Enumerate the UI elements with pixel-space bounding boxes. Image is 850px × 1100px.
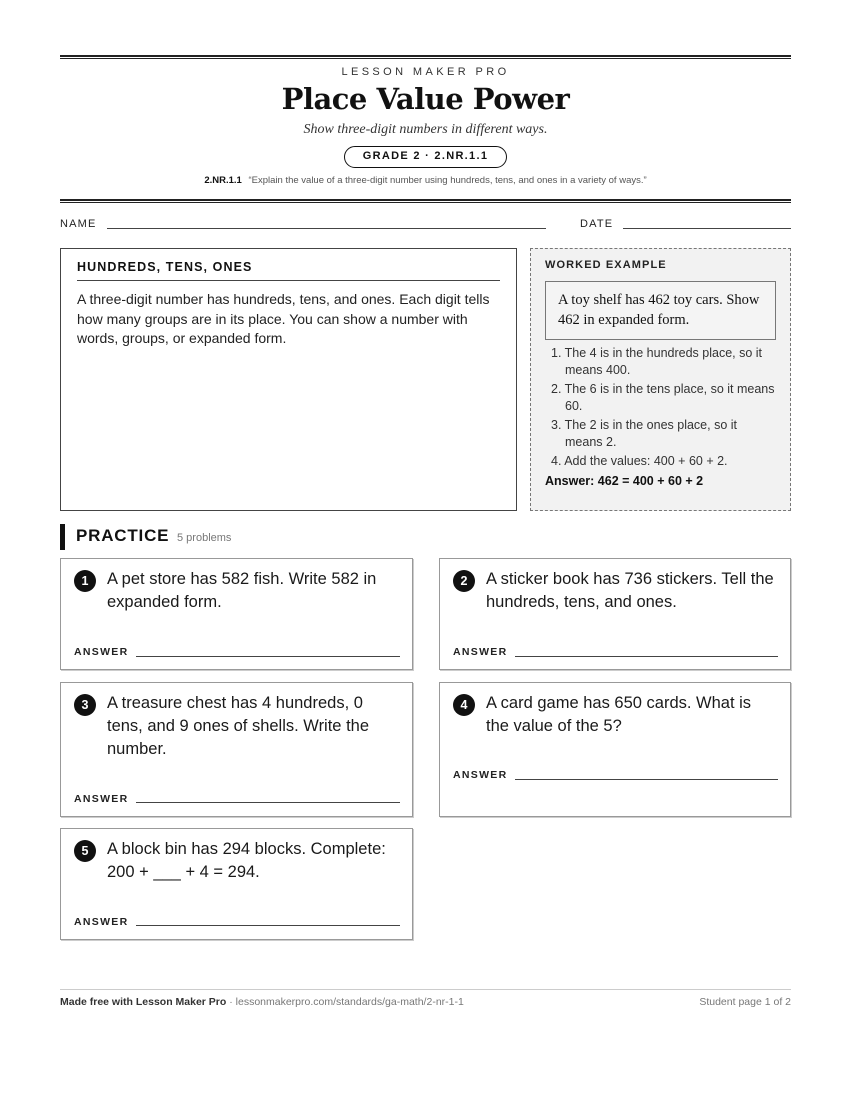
- problem-text: A block bin has 294 blocks. Complete: 200 + ___ + 4 = 294.: [107, 840, 386, 881]
- problem-card-4: [439, 682, 791, 817]
- problem-card-3: [60, 682, 413, 817]
- concept-title: HUNDREDS, TENS, ONES: [77, 260, 500, 281]
- practice-accent-bar: [60, 524, 65, 550]
- header-bottom-rule: [60, 199, 791, 203]
- footer-url[interactable]: · lessonmakerpro.com/standards/ga-math/2-nr-1-1: [226, 996, 464, 1008]
- answer-label: ANSWER: [453, 769, 508, 781]
- standard-code: 2.NR.1.1: [204, 175, 242, 186]
- footer-page-number: Student page 1 of 2: [699, 996, 791, 1008]
- problem-text: A pet store has 582 fish. Write 582 in expanded form.: [107, 570, 377, 611]
- problem-card-1: [60, 558, 413, 670]
- answer-label: ANSWER: [74, 646, 129, 658]
- name-label: NAME: [60, 218, 97, 230]
- answer-field[interactable]: [136, 656, 400, 657]
- problem-number-badge: 4: [453, 694, 475, 716]
- worksheet-page: [60, 0, 791, 1100]
- answer-field[interactable]: [515, 779, 778, 780]
- concept-body: A three-digit number has hundreds, tens, and ones. Each digit tells how many groups are in its place. You can show a number with words, groups, or expanded form.: [77, 291, 490, 346]
- footer-credit: [60, 996, 464, 1008]
- worked-example-step: 1. The 4 is in the hundreds place, so it means 400.: [551, 346, 763, 377]
- grade-badge: GRADE 2 · 2.NR.1.1: [344, 146, 507, 168]
- worked-example-box: [530, 248, 791, 511]
- date-label: DATE: [580, 218, 614, 230]
- worked-example-answer: Answer: 462 = 400 + 60 + 2: [545, 474, 704, 488]
- answer-field[interactable]: [136, 925, 400, 926]
- brand-name: LESSON MAKER PRO: [341, 66, 510, 78]
- page-subtitle: Show three-digit numbers in different ways.: [303, 122, 548, 137]
- problem-text: A sticker book has 736 stickers. Tell the hundreds, tens, and ones.: [486, 570, 774, 611]
- worked-example-step: 2. The 6 is in the tens place, so it means 60.: [551, 382, 775, 413]
- worked-example-step: 4. Add the values: 400 + 60 + 2.: [551, 454, 728, 468]
- page-title: Place Value Power: [281, 82, 570, 116]
- worked-example-steps: [545, 345, 776, 470]
- date-field[interactable]: [623, 228, 791, 229]
- worked-example-step: 3. The 2 is in the ones place, so it means 2.: [551, 418, 737, 449]
- answer-label: ANSWER: [74, 916, 129, 928]
- footer-made-with: Made free with Lesson Maker Pro: [60, 996, 227, 1008]
- standard-text: “Explain the value of a three-digit number using hundreds, tens, and ones in a variety of ways.”: [248, 175, 647, 186]
- problem-number-badge: 1: [74, 570, 96, 592]
- problem-card-2: [439, 558, 791, 670]
- problem-text: A treasure chest has 4 hundreds, 0 tens, and 9 ones of shells. Write the number.: [107, 694, 370, 758]
- footer-rule: [60, 989, 791, 990]
- practice-heading: PRACTICE: [76, 526, 170, 545]
- concept-box: [60, 248, 517, 511]
- worked-example-problem: A toy shelf has 462 toy cars. Show 462 in expanded form.: [545, 281, 776, 340]
- practice-count: 5 problems: [177, 532, 232, 544]
- worked-example-title: WORKED EXAMPLE: [545, 259, 667, 271]
- problem-card-5: [60, 828, 413, 940]
- answer-label: ANSWER: [453, 646, 508, 658]
- answer-field[interactable]: [515, 656, 778, 657]
- problem-number-badge: 5: [74, 840, 96, 862]
- problem-number-badge: 2: [453, 570, 475, 592]
- name-field[interactable]: [107, 228, 546, 229]
- answer-field[interactable]: [136, 802, 400, 803]
- answer-label: ANSWER: [74, 793, 129, 805]
- problem-text: A card game has 650 cards. What is the value of the 5?: [486, 694, 752, 735]
- problem-number-badge: 3: [74, 694, 96, 716]
- header-top-rule: [60, 55, 791, 59]
- standard-description: [60, 175, 791, 186]
